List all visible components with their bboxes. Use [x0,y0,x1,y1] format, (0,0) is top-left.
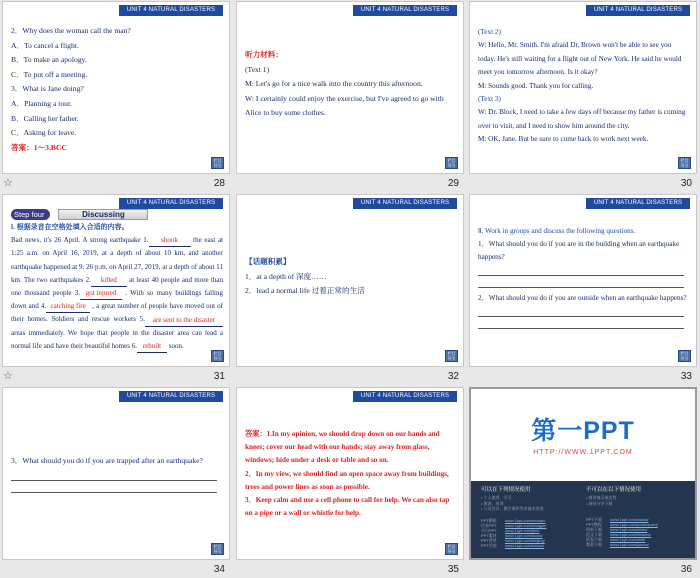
slide-preview [469,1,697,174]
unit-header: UNIT 4 NATURAL DISASTERS [119,5,223,16]
ppt-logo: 第一PPT [531,417,635,445]
resource-link[interactable]: www.1ppt.com/tubiao/ [505,542,545,548]
answer-line [11,469,217,481]
nav-button[interactable]: 栏目导引 [678,157,691,169]
slide-thumb-32[interactable] [234,193,467,385]
star-icon[interactable]: ☆ [3,370,13,382]
text-line: W: Dr. Block, I need to take a few days off because my father is coming over to visit, and I need to show him around the city. [478,108,686,130]
answer-text: 答案：1.In my opinion, we should drop down on our hands and knees; cover our head with our hands; stay away from glass, windows; hide under a desk or table and so on. [245,430,440,465]
unit-header: UNIT 4 NATURAL DISASTERS [353,5,457,16]
slide-thumb-33[interactable] [467,193,700,385]
fill-in-passage: Bad news, it's 26 April. A strong earthquake 1. shook the east at 1:25 a.m. on April 16, 2019, at a depth of about 10 km, and another earthquake happened at 9: 26 p.m. on April 27, 2019, at a depth of about 11 km. The two earthquakes 2. killed at least 40 people and more than one thousand people 3. got injured . With so many buildings falling down and 4. catching fire , a great number of people have moved out of their homes. Soldiers and rescue workers 5. are sent to the disaster areas immediately. We hope that people in the disaster area can lead a normal life and have their beautiful homes 6. rebuilt soon. [11,234,223,353]
slide-footer [0,561,233,578]
text-line: (Text 3) [478,95,501,104]
ppt-url: HTTP://WWW.1PPT.COM [533,449,633,456]
answer-line [11,481,217,493]
text-line: (Text 1) [245,64,270,74]
slide-footer [467,368,700,385]
text-line: 3．What is Jane doing? [11,84,84,94]
unit-header: UNIT 4 NATURAL DISASTERS [353,198,457,209]
resource-link[interactable]: www.1ppt.com/xiazai/ [610,517,649,522]
slide-footer [467,175,700,192]
text-line: 2．lead a normal life 过着正常的生活 [245,286,365,296]
step-heading [11,209,223,220]
step-badge: Step four [11,209,50,220]
answer-blank: catching fire [46,303,90,313]
unit-header: UNIT 4 NATURAL DISASTERS [119,391,223,402]
answer-text: 3．Keep calm and use a cell phone to call for help. We can also tap on a pipe or a wall or whistle for help. [245,496,450,518]
slide-thumb-30[interactable] [467,0,700,192]
text-line: M: Let's go for a nice walk into the country this afternoon. [245,79,423,89]
answer-blank: got injured [80,290,122,300]
text-line: A．To cancel a flight. [11,40,79,50]
text-line: 2．Why does the woman call the man? [11,26,131,35]
slide-footer [234,561,467,578]
answer-blank: killed [91,277,127,287]
slide-thumb-29[interactable] [234,0,467,192]
resource-link[interactable]: www.1ppt.com/shiti/ [610,537,646,542]
text-line: W: Hello, Mr. Smith. I'm afraid Dr. Brown won't be able to see you today. He's still waiting for a flight out of New York. He said he would meet you tomorrow afternoon. Is it okay? [478,41,682,77]
answer-line [478,305,684,317]
nav-button[interactable]: 栏目导引 [211,157,224,169]
slide-number: 35 [447,564,459,575]
slide-footer [0,368,233,385]
resource-link[interactable]: www.1ppt.com/powerpoint/ [610,522,658,527]
slide-number: 32 [447,371,459,382]
slide-number: 29 [447,178,459,189]
usage-forbidden-heading: 不可以在以下情况使用 [586,487,642,493]
slide-thumb-34[interactable] [0,386,233,578]
section-title: 【话题积累】 [245,257,291,266]
slide-preview [2,1,230,174]
resource-link[interactable]: www.1ppt.com/beijing/ [505,537,545,543]
answer-blank: rebuilt [137,343,167,353]
answer-line [478,276,684,288]
resource-link[interactable]: www.1ppt.com/moban/ [505,517,546,523]
resource-link[interactable]: www.1ppt.com/fanwen/ [610,532,652,537]
nav-button[interactable]: 栏目导引 [445,543,458,555]
text-line: W: I certainly could enjoy the exercise, but I've agreed to go with Alice to buy some clothes. [245,93,444,118]
slide-thumb-35[interactable] [234,386,467,578]
text-line: C．To put off a meeting. [11,69,88,79]
ppt-info-panel: 可以在下列情况使用 • 个人使用、学习 • 演讲、培训 • 公司会议、教学课件等非商业用途 PPT模板 www.1ppt.com/moban/ 行业PPT www.1ppt.com/hangye/ 节日PPT www.1ppt.com/jieri/ PPT素材 www.1ppt.com/sucai/ PPT背景 www.1ppt.com/beijing/ PPT图表 www.1ppt.com/tubiao/ 不可以在以下情况使用 • 商业演示或出售 • 网站分享下载 PPT下载 www.1ppt.com/xiazai/ PPT教程 www.1ppt.com/powerpoint/ 资料下载 www.1ppt.com/ziliao/ 范文下载 www.1ppt.com/fanwen/ 试卷下载 www.1ppt.com/shiti/ 教案下载 www.1ppt.com/jiaoan/ [471,481,695,560]
star-icon[interactable]: ☆ [3,177,13,189]
question: 3．What should you do if you are trapped after an earthquake? [11,456,203,465]
nav-button[interactable]: 栏目导引 [445,350,458,362]
section-title: Ⅱ. Work in groups and discuss the following questions. [478,227,636,235]
text-line: M: Sounds good. Thank you for calling. [478,81,594,90]
unit-header: UNIT 4 NATURAL DISASTERS [353,391,457,402]
text-line: A．Planning a tour. [11,98,72,108]
slide-thumb-28[interactable] [0,0,233,192]
slide-number: 34 [213,564,225,575]
slide-preview [236,194,464,367]
slide-footer [0,175,233,192]
slide-footer [234,368,467,385]
answer-blank: are sent to the disaster [145,317,223,327]
answer-blank: shook [149,237,191,247]
slide-footer [234,175,467,192]
nav-button[interactable]: 栏目导引 [445,157,458,169]
section-title: 听力材料： [245,50,283,59]
unit-header: UNIT 4 NATURAL DISASTERS [586,5,690,16]
slide-preview [2,194,230,367]
resource-link[interactable]: www.1ppt.com/ziliao/ [610,527,648,532]
text-line: B．To make an apology. [11,55,87,65]
text-line: (Text 2) [478,28,501,36]
nav-button[interactable]: 栏目导引 [211,350,224,362]
resource-link[interactable]: www.1ppt.com/sucai/ [505,532,543,538]
slide-number: 30 [680,178,692,189]
question: 1．What should you do if you are in the building when an earthquake happens? [478,240,680,261]
slide-footer [467,561,700,578]
slide-preview [469,194,697,367]
ppt-banner [471,389,695,481]
resource-link[interactable]: www.1ppt.com/jieri/ [505,527,540,533]
slide-preview [469,387,697,560]
answer-text: 2．In my view, we should find an open space away from buildings, trees and power lines as soon as possible. [245,469,449,491]
slide-thumb-31[interactable] [0,193,233,385]
text-line: 1．at a depth of 深度…… [245,271,327,281]
resource-link[interactable]: www.1ppt.com/jiaoan/ [610,542,649,547]
slide-thumb-36[interactable] [467,386,700,578]
text-line: C．Asking for leave. [11,128,77,138]
text-line: M: OK, Jane. But be sure to come back to work next week. [478,135,649,144]
unit-header: UNIT 4 NATURAL DISASTERS [119,198,223,209]
unit-header: UNIT 4 NATURAL DISASTERS [586,198,690,209]
answer-text: 答案：1～3.BCC [11,142,67,152]
usage-allowed-heading: 可以在下列情况使用 [481,487,531,493]
slide-number: 36 [680,564,692,575]
slide-number: 33 [680,371,692,382]
nav-button[interactable]: 栏目导引 [678,350,691,362]
nav-button[interactable]: 栏目导引 [211,543,224,555]
slide-number: 31 [213,371,225,382]
slide-preview [236,387,464,560]
text-line: B．Calling her father. [11,113,79,123]
question: 2．What should you do if you are outside when an earthquake happens? [478,294,687,302]
slide-preview [2,387,230,560]
resource-link[interactable]: www.1ppt.com/hangye/ [505,522,547,528]
slide-preview [236,1,464,174]
answer-line [478,317,684,329]
slide-number: 28 [213,178,225,189]
instruction: Ⅰ. 根据录音在空格处填入合适的内容。 [11,223,129,231]
step-title: Discussing [58,209,148,220]
answer-line [478,264,684,276]
